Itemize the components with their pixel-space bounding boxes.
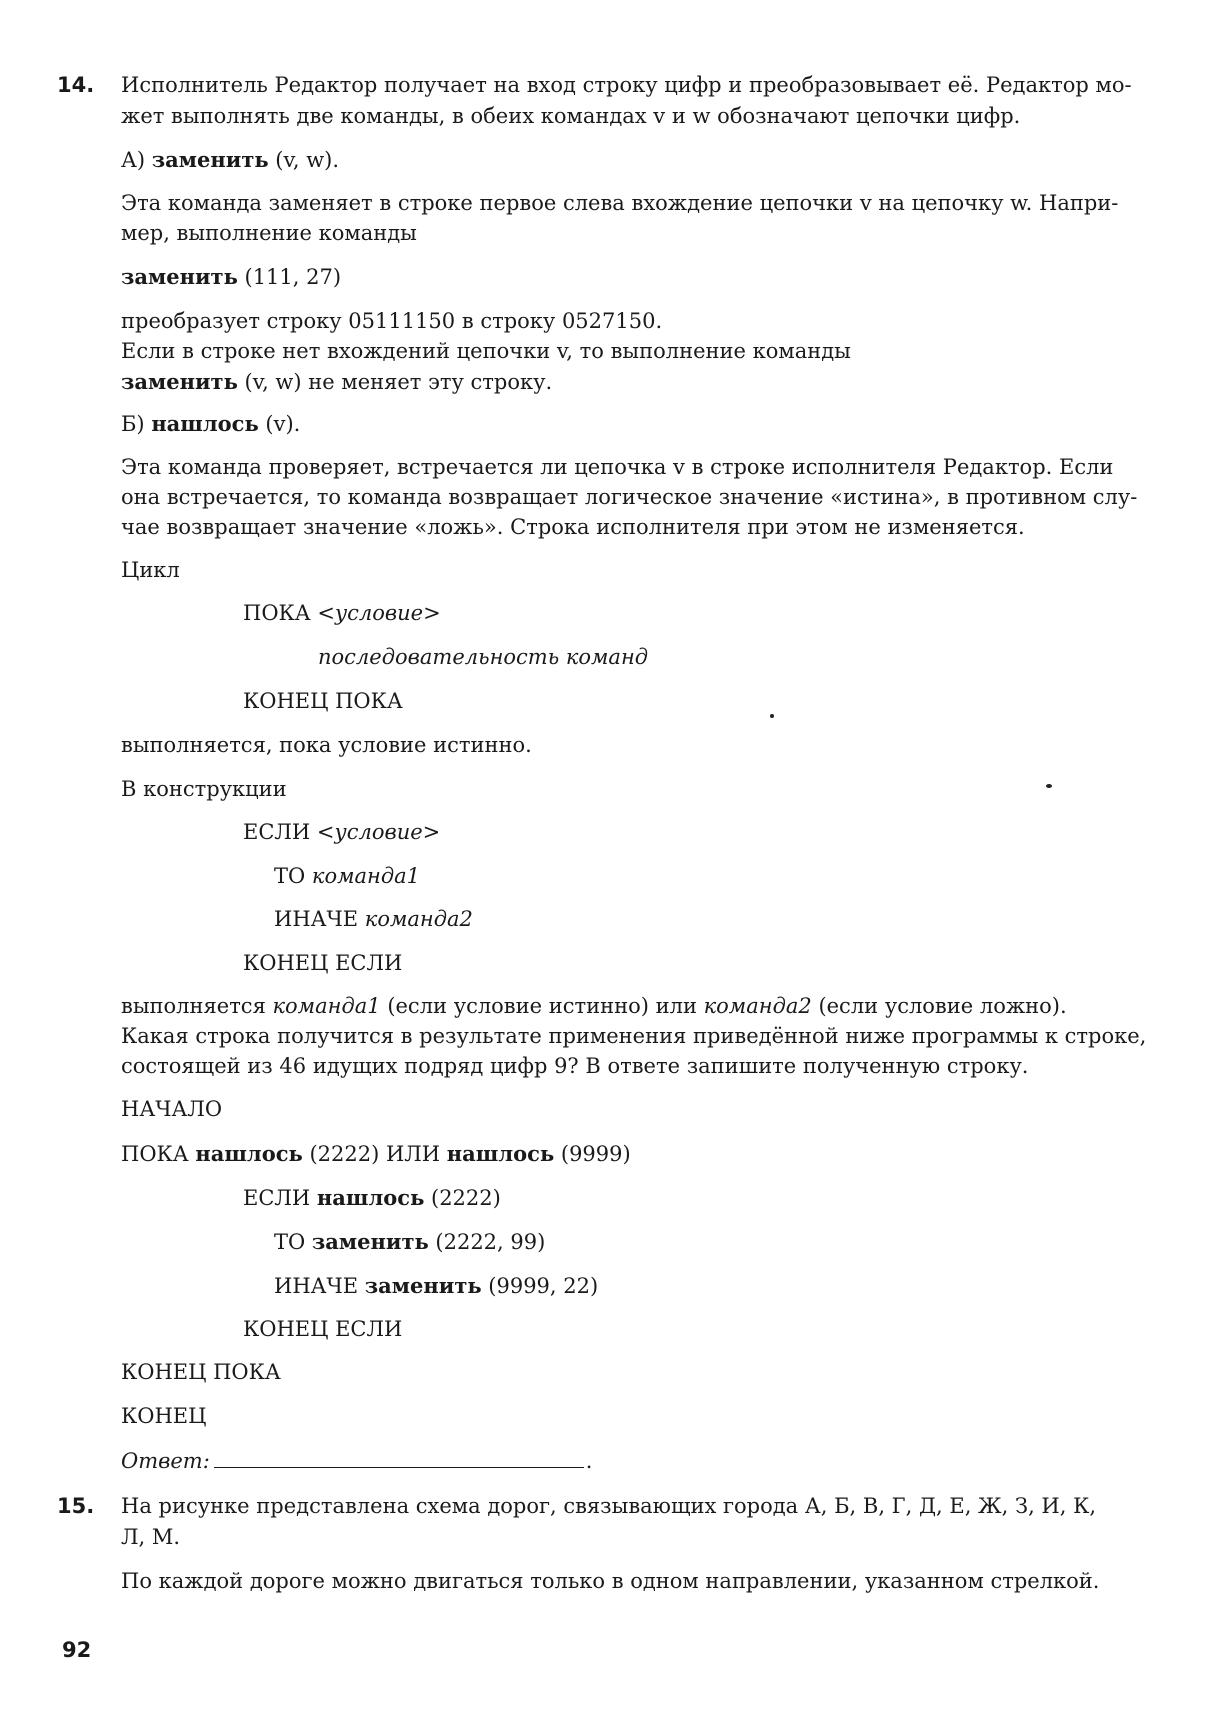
command-b-prefix: Б)	[121, 412, 152, 436]
loop-while-keyword: ПОКА	[243, 601, 318, 625]
scan-speck	[770, 714, 774, 718]
task-15-line-1: На рисунке представлена схема дорог, связывающих города А, Б, В, Г, Д, Е, Ж, З, И, К,	[121, 1494, 1097, 1518]
program-if-line	[243, 1182, 501, 1214]
program-else-line	[274, 1270, 598, 1302]
no-match-line-1: Если в строке нет вхождений цепочки v, то выполнение команды	[121, 339, 851, 363]
command-a-heading	[121, 144, 339, 176]
program-while-function-2: нашлось	[446, 1141, 555, 1166]
loop-label: Цикл	[121, 558, 180, 582]
task-14-number: 14.	[57, 73, 95, 97]
command-a-prefix: А)	[121, 148, 152, 172]
loop-description: выполняется, пока условие истинно.	[121, 733, 532, 757]
answer-label: Ответ:	[121, 1449, 210, 1473]
then-keyword: ТО	[274, 864, 312, 888]
no-match-command-rest: (v, w) не меняет эту строку.	[237, 370, 553, 394]
question-line-1: Какая строка получится в результате применения приведённой ниже программы к строке,	[121, 1024, 1147, 1048]
program-then-line	[274, 1226, 545, 1258]
if-desc-command-2: команда2	[703, 994, 812, 1018]
command-a-name: заменить	[151, 147, 269, 172]
example-result: преобразует строку 05111150 в строку 0527150.	[121, 309, 663, 333]
program-while-args-1: (2222) ИЛИ	[302, 1142, 447, 1166]
program-while-args-2: (9999)	[554, 1142, 631, 1166]
no-match-command-name: заменить	[121, 369, 238, 394]
command-b-desc-line-3: чае возвращает значение «ложь». Строка исполнителя при этом не изменяется.	[121, 515, 1025, 539]
program-else-function: заменить	[364, 1273, 482, 1298]
task-15-number: 15.	[57, 1494, 95, 1518]
task-14-intro-line-1: Исполнитель Редактор получает на вход строку цифр и преобразовывает её. Редактор мо-	[121, 73, 1132, 97]
else-command: команда2	[364, 907, 473, 931]
program-while-function-1: нашлось	[195, 1141, 303, 1166]
command-a-desc-line-1: Эта команда заменяет в строке первое слева вхождение цепочки v на цепочку w. Напри-	[121, 191, 1119, 215]
if-desc-part-1: выполняется	[121, 994, 273, 1018]
program-then-keyword: ТО	[274, 1230, 312, 1254]
task-14-intro-line-2: жет выполнять две команды, в обеих командах v и w обозначают цепочки цифр.	[121, 104, 1021, 128]
no-match-line-2	[121, 366, 552, 398]
program-else-args: (9999, 22)	[481, 1274, 599, 1298]
program-if-keyword: ЕСЛИ	[243, 1186, 317, 1210]
loop-condition: <условие>	[317, 601, 441, 625]
loop-body: последовательность команд	[318, 645, 649, 669]
if-desc-command-1: команда1	[272, 994, 381, 1018]
if-condition: <условие>	[316, 820, 441, 844]
program-else-keyword: ИНАЧЕ	[274, 1274, 365, 1298]
program-while-line	[121, 1138, 631, 1170]
command-b-desc-line-1: Эта команда проверяет, встречается ли цепочка v в строке исполнителя Редактор. Если	[121, 455, 1114, 479]
then-command: команда1	[311, 864, 421, 888]
command-b-heading	[121, 408, 300, 440]
if-desc-part-2: (если условие истинно) или	[380, 994, 704, 1018]
page-number: 92	[62, 1638, 92, 1662]
program-if-function: нашлось	[316, 1185, 425, 1210]
if-keyword: ЕСЛИ	[243, 820, 317, 844]
command-b-args: (v).	[258, 412, 301, 436]
loop-end: КОНЕЦ ПОКА	[243, 689, 403, 713]
answer-row	[121, 1445, 592, 1477]
task-15-line-3: По каждой дороге можно двигаться только в одном направлении, указанном стрелкой.	[121, 1569, 1100, 1593]
command-b-desc-line-2: она встречается, то команда возвращает логическое значение «истина», в противном слу-	[121, 485, 1138, 509]
program-endwhile: КОНЕЦ ПОКА	[121, 1360, 281, 1384]
answer-dot: .	[585, 1449, 593, 1473]
loop-while-line	[243, 598, 441, 629]
example-command-name: заменить	[121, 264, 238, 289]
scan-speck	[1046, 784, 1052, 788]
command-a-args: (v, w).	[268, 148, 340, 172]
if-end: КОНЕЦ ЕСЛИ	[243, 951, 403, 975]
answer-blank-line[interactable]	[214, 1445, 584, 1468]
program-then-function: заменить	[311, 1229, 429, 1254]
task-15-line-2: Л, М.	[121, 1525, 181, 1549]
program-endif: КОНЕЦ ЕСЛИ	[243, 1317, 403, 1341]
if-line	[243, 817, 440, 848]
program-while-keyword: ПОКА	[121, 1142, 196, 1166]
if-label: В конструкции	[121, 777, 287, 801]
program-start: НАЧАЛО	[121, 1097, 223, 1121]
program-end: КОНЕЦ	[121, 1404, 207, 1428]
program-then-args: (2222, 99)	[428, 1230, 546, 1254]
example-command-args: (111, 27)	[237, 265, 342, 289]
command-a-desc-line-2: мер, выполнение команды	[121, 221, 417, 245]
program-if-args: (2222)	[424, 1186, 501, 1210]
else-keyword: ИНАЧЕ	[274, 907, 365, 931]
if-desc-part-3: (если условие ложно).	[811, 994, 1067, 1018]
question-line-2: состоящей из 46 идущих подряд цифр 9? В ответе запишите полученную строку.	[121, 1054, 1029, 1078]
if-description	[121, 991, 1067, 1022]
then-line	[274, 861, 420, 892]
example-command	[121, 261, 341, 293]
command-b-name: нашлось	[151, 411, 259, 436]
else-line	[274, 904, 473, 935]
